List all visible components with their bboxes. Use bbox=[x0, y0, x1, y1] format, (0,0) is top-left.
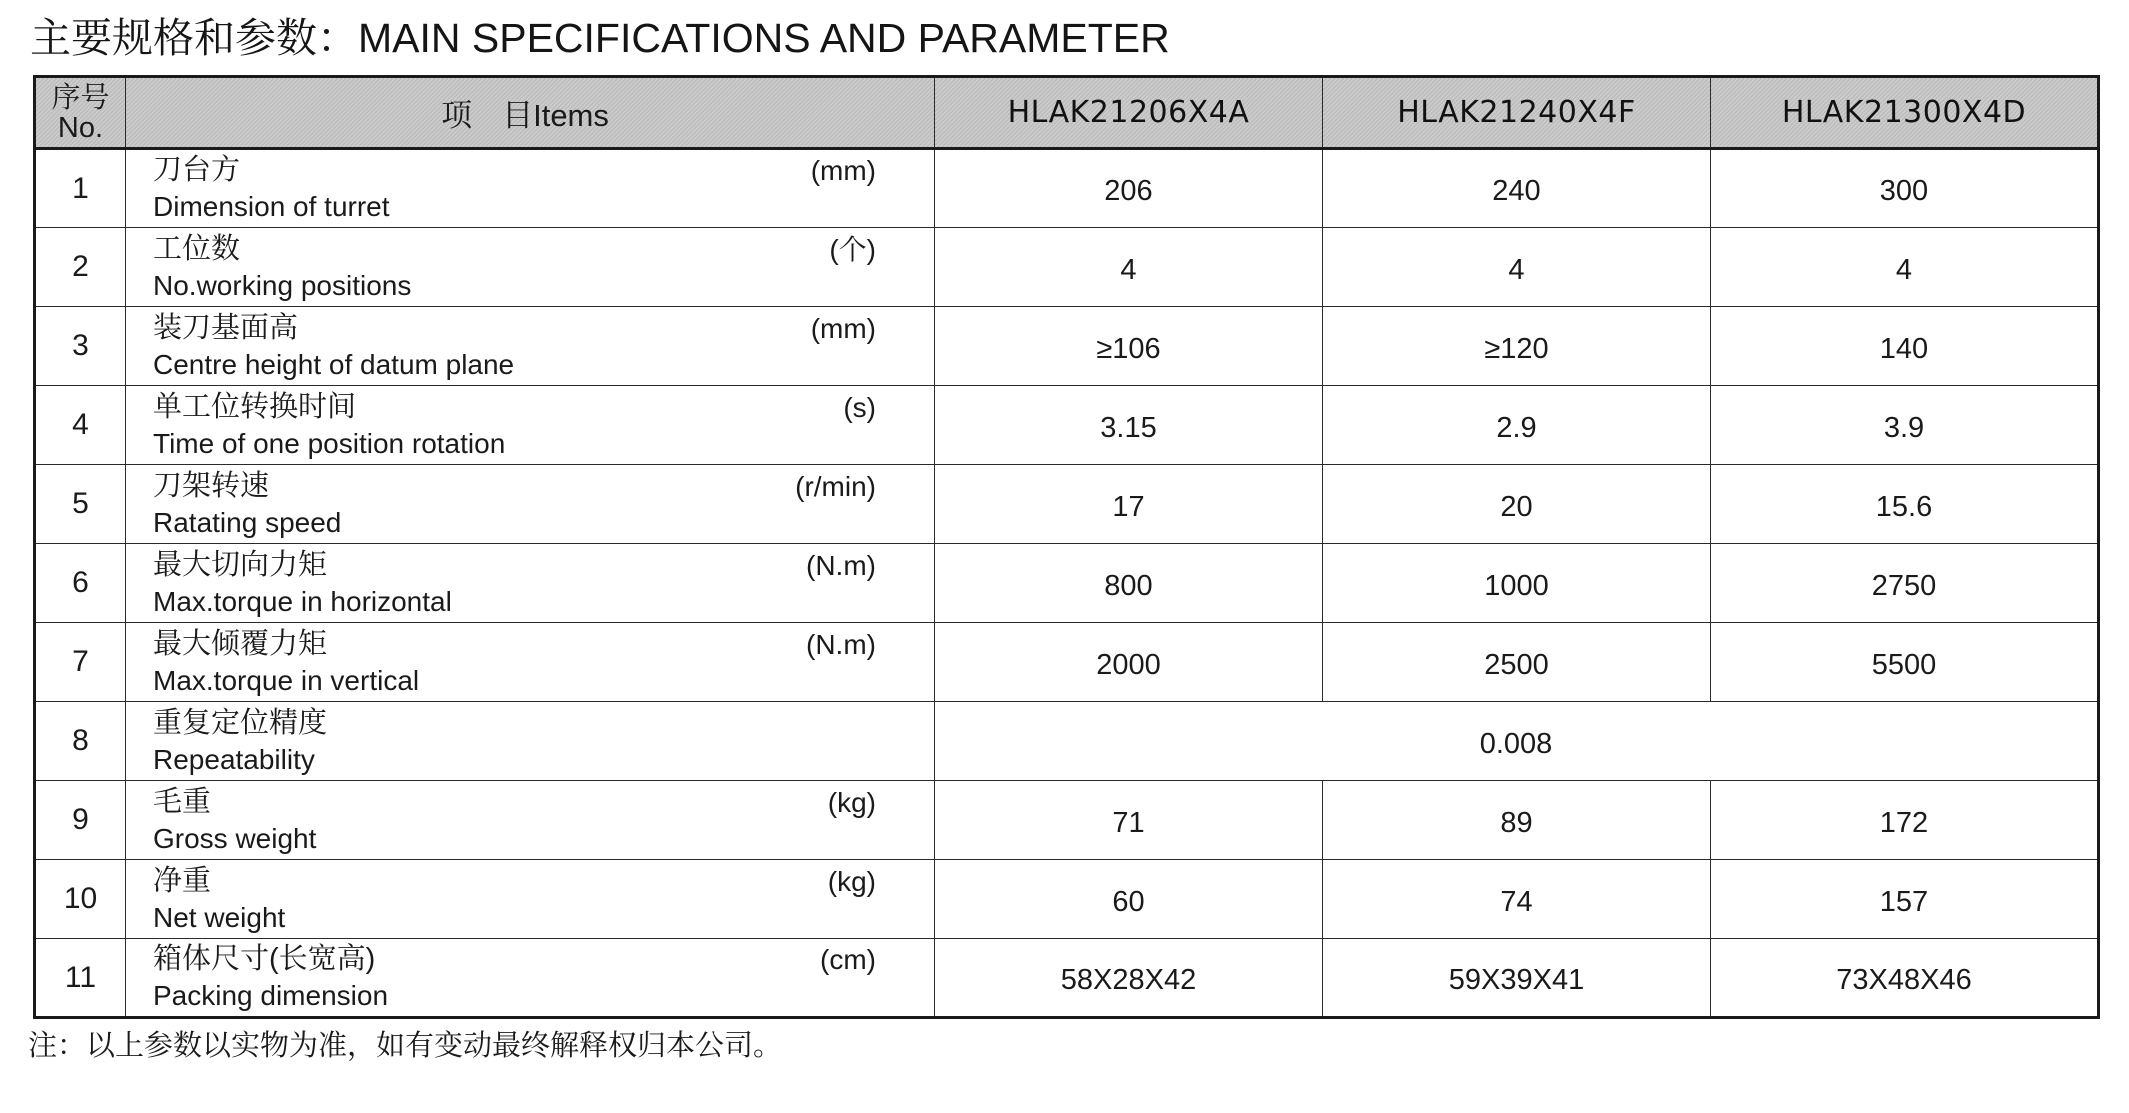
item-label-en: Centre height of datum plane bbox=[153, 348, 515, 380]
table-row bbox=[35, 307, 2099, 386]
value-cell-model-3: 300 bbox=[1711, 149, 2099, 228]
value-cell-model-3: 140 bbox=[1711, 307, 2099, 386]
item-label-cn: 装刀基面高 bbox=[153, 311, 299, 344]
item-label-en: Time of one position rotation bbox=[153, 427, 506, 459]
footnote: 注：以上参数以实物为准，如有变动最终解释权归本公司。 bbox=[28, 1030, 783, 1062]
value-cell-model-3: 2750 bbox=[1711, 544, 2099, 623]
header-no bbox=[35, 77, 126, 149]
item-label-wrap bbox=[126, 861, 934, 938]
row-number: 1 bbox=[35, 149, 126, 228]
value-cell-model-2: 59X39X41 bbox=[1323, 939, 1711, 1018]
value-cell-model-3: 157 bbox=[1711, 860, 2099, 939]
header-items-cn-2: 目 bbox=[502, 98, 534, 133]
value-cell-model-2: 240 bbox=[1323, 149, 1711, 228]
item-cell bbox=[126, 781, 935, 860]
table-row bbox=[35, 623, 2099, 702]
item-label-en: Dimension of turret bbox=[153, 191, 390, 222]
header-model-1: HLAK21206X4A bbox=[935, 77, 1323, 149]
item-label-cn: 毛重 bbox=[153, 785, 212, 818]
row-number: 7 bbox=[35, 623, 126, 702]
header-no-en: No. bbox=[57, 111, 104, 144]
value-cell-model-2: 4 bbox=[1323, 228, 1711, 307]
item-label-cn: 最大切向力矩 bbox=[153, 548, 328, 581]
value-cell-model-2: 89 bbox=[1323, 781, 1711, 860]
value-cell-model-1: 58X28X42 bbox=[935, 939, 1323, 1018]
item-cell bbox=[126, 307, 935, 386]
item-unit: (mm) bbox=[810, 155, 876, 186]
item-cell bbox=[126, 939, 935, 1018]
item-label-cn: 单工位转换时间 bbox=[153, 390, 357, 423]
value-cell-merged: 0.008 bbox=[935, 702, 2099, 781]
value-cell-model-2: 2500 bbox=[1323, 623, 1711, 702]
item-unit: (N.m) bbox=[806, 549, 876, 581]
item-label-en: Max.torque in horizontal bbox=[153, 585, 452, 617]
value-cell-model-1: 206 bbox=[935, 149, 1323, 228]
table-row bbox=[35, 149, 2099, 228]
item-unit: (mm) bbox=[810, 312, 876, 344]
table-row bbox=[35, 465, 2099, 544]
value-cell-model-2: 1000 bbox=[1323, 544, 1711, 623]
row-number: 5 bbox=[35, 465, 126, 544]
item-label-cn: 箱体尺寸(长宽高) bbox=[153, 943, 376, 975]
item-label-cn: 净重 bbox=[153, 864, 212, 897]
item-label-en: Packing dimension bbox=[153, 980, 389, 1011]
item-label-en: Ratating speed bbox=[153, 506, 342, 538]
header-items bbox=[126, 77, 935, 149]
value-cell-model-3: 15.6 bbox=[1711, 465, 2099, 544]
item-label-wrap bbox=[126, 387, 934, 464]
item-label-wrap bbox=[126, 703, 934, 780]
row-number: 3 bbox=[35, 307, 126, 386]
row-number: 8 bbox=[35, 702, 126, 781]
item-cell bbox=[126, 702, 935, 781]
item-unit: (kg) bbox=[827, 865, 876, 897]
table-row bbox=[35, 939, 2099, 1018]
item-label-cn: 工位数 bbox=[153, 232, 241, 265]
value-cell-model-1: 17 bbox=[935, 465, 1323, 544]
item-label-wrap bbox=[126, 939, 934, 1016]
item-label-en: Repeatability bbox=[153, 743, 315, 775]
value-cell-model-3: 3.9 bbox=[1711, 386, 2099, 465]
row-number: 2 bbox=[35, 228, 126, 307]
header-no-cn: 序号 bbox=[51, 81, 110, 114]
item-label-en: Net weight bbox=[153, 901, 286, 933]
item-cell bbox=[126, 386, 935, 465]
item-label-cn: 刀台方 bbox=[153, 154, 241, 186]
item-unit: (个) bbox=[829, 233, 876, 265]
header-model-2: HLAK21240X4F bbox=[1323, 77, 1711, 149]
value-cell-model-1: 71 bbox=[935, 781, 1323, 860]
header-model-3: HLAK21300X4D bbox=[1711, 77, 2099, 149]
value-cell-model-1: 800 bbox=[935, 544, 1323, 623]
specifications-table bbox=[33, 75, 2100, 1019]
item-label-wrap bbox=[126, 782, 934, 859]
value-cell-model-3: 5500 bbox=[1711, 623, 2099, 702]
item-label-wrap bbox=[126, 466, 934, 543]
item-label-wrap bbox=[126, 150, 934, 227]
item-label-cn: 最大倾覆力矩 bbox=[153, 627, 328, 660]
item-cell bbox=[126, 544, 935, 623]
item-cell bbox=[126, 228, 935, 307]
item-unit: (cm) bbox=[820, 944, 876, 975]
header-items-en: Items bbox=[533, 98, 609, 133]
value-cell-model-3: 73X48X46 bbox=[1711, 939, 2099, 1018]
table-row bbox=[35, 702, 2099, 781]
item-unit: (r/min) bbox=[795, 470, 876, 502]
item-label-wrap bbox=[126, 545, 934, 622]
item-label-cn: 重复定位精度 bbox=[153, 706, 328, 739]
item-label-cn: 刀架转速 bbox=[153, 469, 270, 502]
item-unit: (kg) bbox=[827, 786, 876, 818]
item-label-en: Max.torque in vertical bbox=[153, 664, 420, 696]
table-body bbox=[35, 149, 2099, 1018]
table-header-row bbox=[35, 77, 2099, 149]
value-cell-model-1: 3.15 bbox=[935, 386, 1323, 465]
value-cell-model-1: 60 bbox=[935, 860, 1323, 939]
row-number: 4 bbox=[35, 386, 126, 465]
value-cell-model-3: 172 bbox=[1711, 781, 2099, 860]
value-cell-model-2: 20 bbox=[1323, 465, 1711, 544]
item-label-wrap bbox=[126, 308, 934, 385]
value-cell-model-2: 74 bbox=[1323, 860, 1711, 939]
item-cell bbox=[126, 465, 935, 544]
header-items-cn-1: 项 bbox=[441, 98, 473, 133]
value-cell-model-2: ≥120 bbox=[1323, 307, 1711, 386]
row-number: 11 bbox=[35, 939, 126, 1018]
item-label-wrap bbox=[126, 624, 934, 701]
item-label-en: Gross weight bbox=[153, 822, 317, 854]
page-title: 主要规格和参数：MAIN SPECIFICATIONS AND PARAMETER bbox=[30, 15, 1170, 61]
value-cell-model-1: 2000 bbox=[935, 623, 1323, 702]
item-cell bbox=[126, 149, 935, 228]
value-cell-model-1: ≥106 bbox=[935, 307, 1323, 386]
row-number: 9 bbox=[35, 781, 126, 860]
value-cell-model-2: 2.9 bbox=[1323, 386, 1711, 465]
table-row bbox=[35, 860, 2099, 939]
table-row bbox=[35, 228, 2099, 307]
item-cell bbox=[126, 860, 935, 939]
item-unit: (N.m) bbox=[806, 628, 876, 660]
item-label-en: No.working positions bbox=[153, 269, 412, 301]
item-cell bbox=[126, 623, 935, 702]
item-label-wrap bbox=[126, 229, 934, 306]
table-row bbox=[35, 544, 2099, 623]
item-unit: (s) bbox=[843, 391, 876, 423]
row-number: 10 bbox=[35, 860, 126, 939]
value-cell-model-1: 4 bbox=[935, 228, 1323, 307]
value-cell-model-3: 4 bbox=[1711, 228, 2099, 307]
table-row bbox=[35, 386, 2099, 465]
row-number: 6 bbox=[35, 544, 126, 623]
table-row bbox=[35, 781, 2099, 860]
